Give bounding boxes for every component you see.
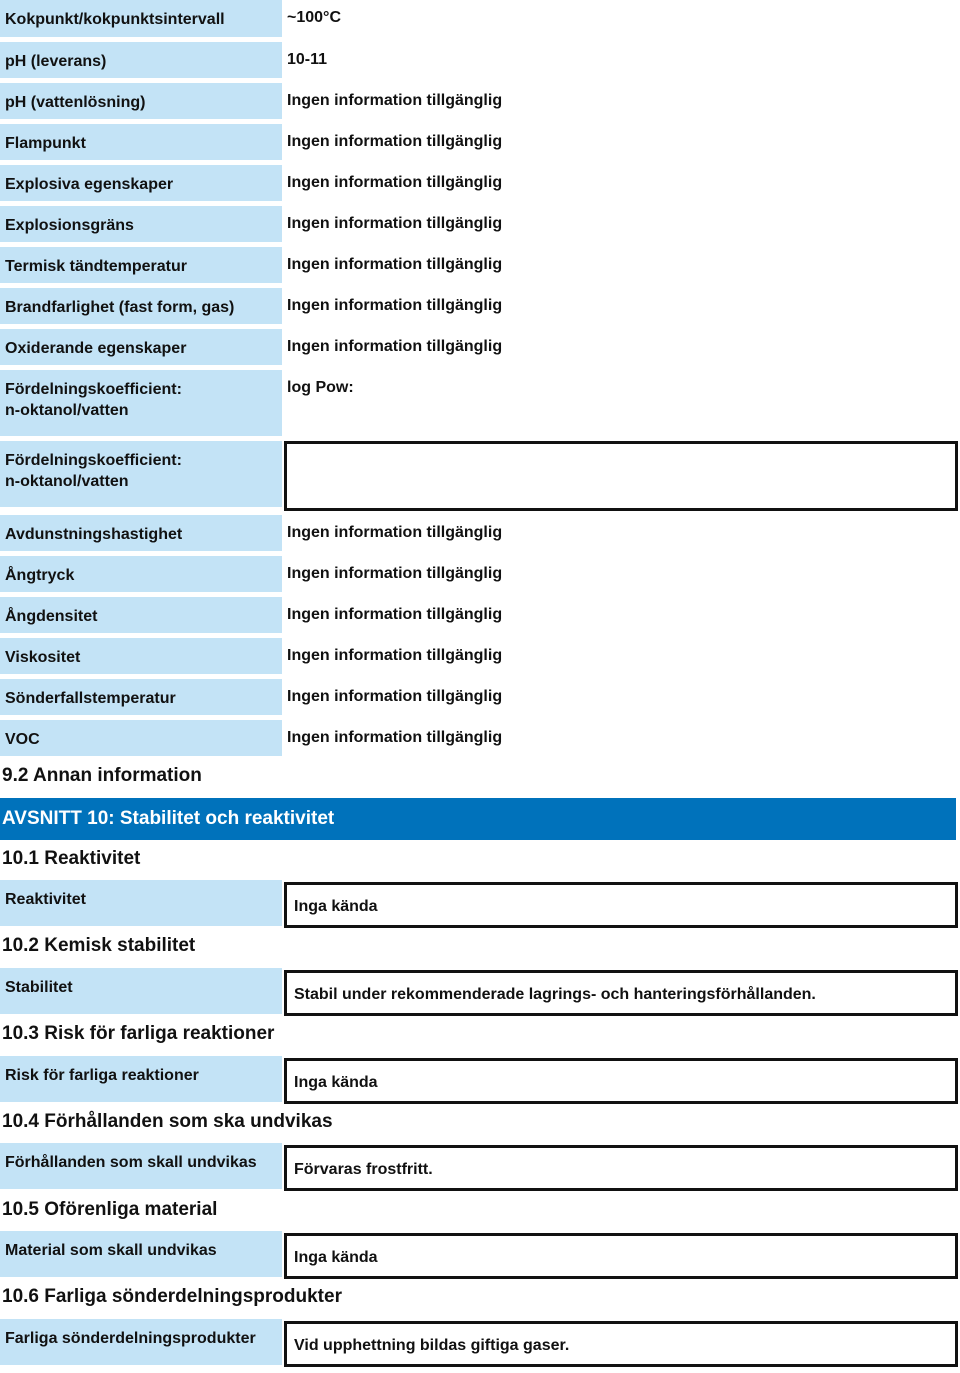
property-value: 10-11 [287, 51, 328, 68]
section10-row [0, 968, 960, 1014]
row-value-box: Stabil under rekommenderade lagrings- och hanteringsförhållanden. [284, 970, 958, 1016]
row-label: Risk för farliga reaktioner [0, 1056, 282, 1102]
property-label: Sönderfallstemperatur [0, 679, 282, 715]
property-value: Ingen information tillgänglig [287, 647, 503, 664]
property-row [0, 83, 960, 119]
subsection-heading: 10.2 Kemisk stabilitet [2, 935, 196, 956]
row-value-box: Inga kända [284, 1058, 958, 1104]
section10-row [0, 1056, 960, 1102]
property-value: Ingen information tillgänglig [287, 174, 503, 191]
property-row [0, 0, 960, 37]
partition-coefficient-row [0, 370, 960, 436]
property-value: Ingen information tillgänglig [287, 92, 503, 109]
property-row [0, 165, 960, 201]
row-label: Förhållanden som skall undvikas [0, 1143, 282, 1189]
property-value: Ingen information tillgänglig [287, 524, 503, 541]
row-value-box: Vid upphettning bildas giftiga gaser. [284, 1321, 958, 1367]
section10-row [0, 1143, 960, 1189]
row-label: Farliga sönderdelningsprodukter [0, 1319, 282, 1365]
property-row [0, 556, 960, 592]
property-value: Ingen information tillgänglig [287, 606, 503, 623]
row-label: Material som skall undvikas [0, 1231, 282, 1277]
subsection-heading: 10.5 Oförenliga material [2, 1199, 218, 1220]
section10-row [0, 1319, 960, 1365]
property-label [0, 441, 282, 507]
row-label: Reaktivitet [0, 880, 282, 926]
property-label: pH (vattenlösning) [0, 83, 282, 119]
property-row [0, 206, 960, 242]
property-value: Ingen information tillgänglig [287, 729, 503, 746]
property-value: Ingen information tillgänglig [287, 565, 503, 582]
property-label: Brandfarlighet (fast form, gas) [0, 288, 282, 324]
property-value: Ingen information tillgänglig [287, 215, 503, 232]
label-line: n-oktanol/vatten [5, 473, 129, 490]
property-value: Ingen information tillgänglig [287, 338, 503, 355]
subsection-heading: 10.1 Reaktivitet [2, 848, 141, 869]
property-label [0, 370, 282, 436]
property-label: pH (leverans) [0, 42, 282, 78]
row-label: Stabilitet [0, 968, 282, 1014]
row-value-box: Inga kända [284, 882, 958, 928]
property-label: VOC [0, 720, 282, 756]
subsection-heading: 9.2 Annan information [2, 765, 202, 786]
subsection-heading: 10.3 Risk för farliga reaktioner [2, 1023, 275, 1044]
section10-row [0, 1231, 960, 1277]
row-value-box: Inga kända [284, 1233, 958, 1279]
property-row [0, 597, 960, 633]
property-value: ~100°C [287, 9, 341, 26]
property-label: Termisk tändtemperatur [0, 247, 282, 283]
property-row [0, 679, 960, 715]
property-label: Flampunkt [0, 124, 282, 160]
property-label: Oxiderande egenskaper [0, 329, 282, 365]
subsection-heading: 10.4 Förhållanden som ska undvikas [2, 1111, 333, 1132]
property-value: Ingen information tillgänglig [287, 297, 503, 314]
label-line: Fördelningskoefficient: [5, 452, 182, 469]
property-row [0, 124, 960, 160]
subsection-heading: 10.6 Farliga sönderdelningsprodukter [2, 1286, 342, 1307]
property-label: Kokpunkt/kokpunktsintervall [0, 0, 282, 37]
property-row [0, 247, 960, 283]
property-value: Ingen information tillgänglig [287, 688, 503, 705]
property-value: Ingen information tillgänglig [287, 133, 503, 150]
property-row [0, 329, 960, 365]
property-row [0, 720, 960, 756]
property-label: Ångdensitet [0, 597, 282, 633]
property-row [0, 42, 960, 78]
label-line: Fördelningskoefficient: [5, 381, 182, 398]
row-value-box: Förvaras frostfritt. [284, 1145, 958, 1191]
property-value: log Pow: [287, 379, 354, 396]
label-line: n-oktanol/vatten [5, 402, 129, 419]
property-row [0, 288, 960, 324]
property-value: Ingen information tillgänglig [287, 256, 503, 273]
property-row [0, 515, 960, 551]
section-title-bar: AVSNITT 10: Stabilitet och reaktivitet [0, 798, 956, 840]
property-label: Ångtryck [0, 556, 282, 592]
property-row [0, 638, 960, 674]
partition-coefficient-row [0, 441, 960, 511]
property-label: Avdunstningshastighet [0, 515, 282, 551]
property-label: Explosionsgräns [0, 206, 282, 242]
property-label: Explosiva egenskaper [0, 165, 282, 201]
property-value-box [284, 441, 958, 511]
section10-row [0, 880, 960, 926]
property-label: Viskositet [0, 638, 282, 674]
